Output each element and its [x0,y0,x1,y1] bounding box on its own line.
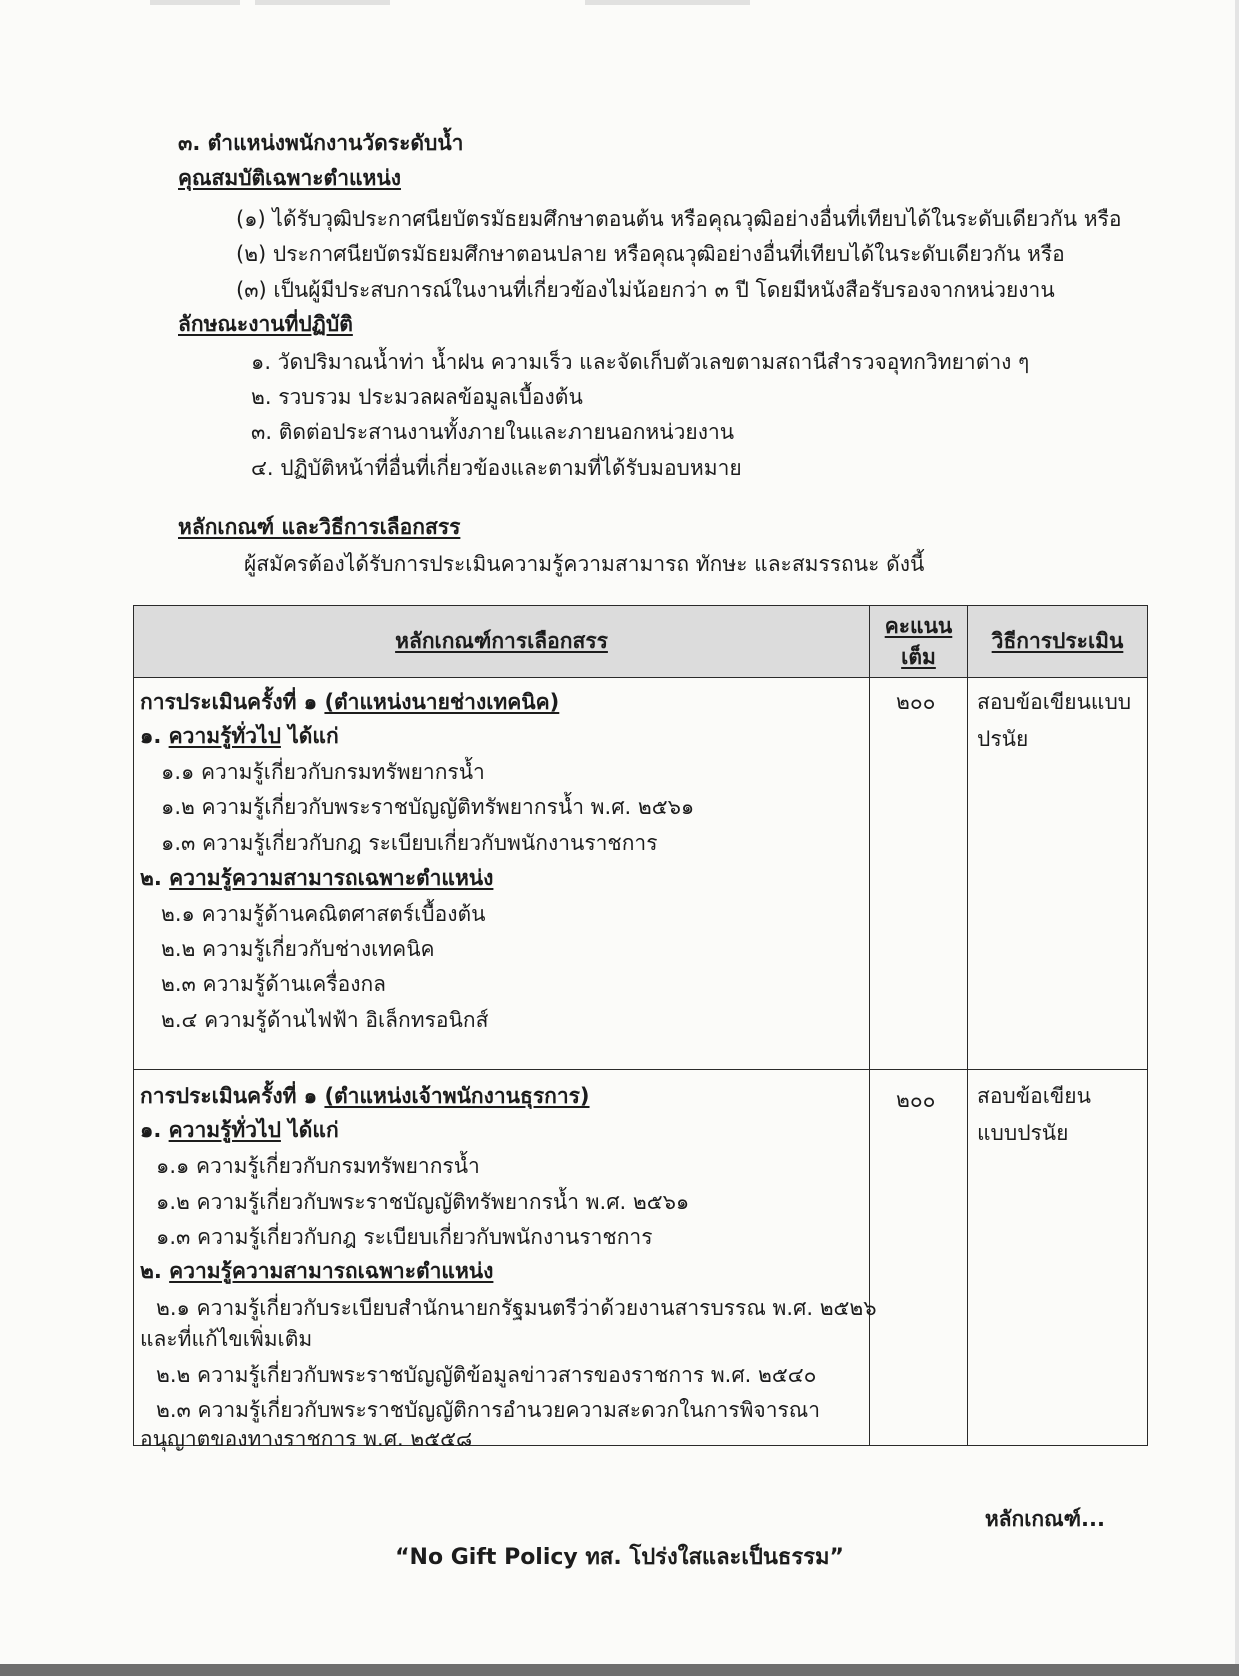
scan-artifact-top [150,0,900,5]
list-item: ๑.๑ ความรู้เกี่ยวกับกรมทรัพยากรน้ำ [161,760,485,784]
group-title: ๒. ความรู้ความสามารถเฉพาะตำแหน่ง [140,866,494,890]
duty-item: ๔. ปฏิบัติหน้าที่อื่นที่เกี่ยวข้องและตามที่ได้รับมอบหมาย [251,456,742,480]
group-title: ๑. ความรู้ทั่วไป ได้แก่ [140,724,339,748]
criteria-cell [134,678,870,1070]
list-item-continuation: อนุญาตของทางราชการ พ.ศ. ๒๕๕๘ [140,1427,473,1451]
scan-artifact-right [1235,0,1239,1664]
criteria-cell [134,1070,877,1451]
criteria-table [133,605,1148,1451]
score-value: ๒๐๐ [896,690,936,714]
method-text: สอบข้อเขียนแบบ ปรนัย [977,690,1132,751]
selection-heading: หลักเกณฑ์ และวิธีการเลือกสรร [178,515,461,539]
duty-item: ๓. ติดต่อประสานงานทั้งภายในและภายนอกหน่วยงาน [251,420,735,444]
selection-intro: ผู้สมัครต้องได้รับการประเมินความรู้ความสามารถ ทักษะ และสมรรถนะ ดังนี้ [244,552,925,576]
list-item: ๑.๓ ความรู้เกี่ยวกับกฎ ระเบียบเกี่ยวกับพนักงานราชการ [161,831,658,855]
group-title: ๒. ความรู้ความสามารถเฉพาะตำแหน่ง [140,1259,494,1283]
table-header-row [134,606,1148,678]
qualification-item: (๑) ได้รับวุฒิประกาศนียบัตรมัธยมศึกษาตอนต้น หรือคุณวุฒิอย่างอื่นที่เทียบได้ในระดับเดียวกัน หรือ [236,207,1122,231]
header-method: วิธีการประเมิน [968,606,1148,678]
method-text: สอบข้อเขียน แบบปรนัย [977,1084,1091,1145]
table-row [134,678,1148,1070]
list-item: ๒.๔ ความรู้ด้านไฟฟ้า อิเล็กทรอนิกส์ [161,1008,489,1032]
qualifications-heading: คุณสมบัติเฉพาะตำแหน่ง [178,166,401,190]
list-item: ๑.๒ ความรู้เกี่ยวกับพระราชบัญญัติทรัพยากรน้ำ พ.ศ. ๒๕๖๑ [161,795,695,819]
score-value: ๒๐๐ [896,1088,936,1112]
score-cell [870,678,968,1070]
duties-heading: ลักษณะงานที่ปฏิบัติ [178,312,353,336]
list-item: ๒.๓ ความรู้ด้านเครื่องกล [161,972,387,996]
score-cell [870,1070,968,1446]
method-cell [968,1070,1148,1446]
section-title: การประเมินครั้งที่ ๑ (ตำแหน่งเจ้าพนักงานธุรการ) [140,1084,590,1108]
continuation-text: หลักเกณฑ์... [984,1507,1105,1531]
list-item: ๒.๑ ความรู้ด้านคณิตศาสตร์เบื้องต้น [161,902,486,926]
scan-artifact-bottom [0,1664,1239,1676]
duty-item: ๒. รวบรวม ประมวลผลข้อมูลเบื้องต้น [251,385,583,409]
table-row [134,1070,1148,1446]
list-item: ๑.๑ ความรู้เกี่ยวกับกรมทรัพยากรน้ำ [156,1154,480,1178]
section-title: การประเมินครั้งที่ ๑ (ตำแหน่งนายช่างเทคนิค) [140,690,560,714]
qualification-item: (๓) เป็นผู้มีประสบการณ์ในงานที่เกี่ยวข้องไม่น้อยกว่า ๓ ปี โดยมีหนังสือรับรองจากหน่วยงาน [236,278,1055,302]
list-item-continuation: และที่แก้ไขเพิ่มเติม [140,1327,313,1351]
list-item: ๒.๒ ความรู้เกี่ยวกับช่างเทคนิค [161,937,435,961]
list-item: ๒.๑ ความรู้เกี่ยวกับระเบียบสำนักนายกรัฐมนตรีว่าด้วยงานสารบรรณ พ.ศ. ๒๕๒๖ [156,1296,877,1320]
group-title: ๑. ความรู้ทั่วไป ได้แก่ [140,1118,339,1142]
list-item: ๑.๒ ความรู้เกี่ยวกับพระราชบัญญัติทรัพยากรน้ำ พ.ศ. ๒๕๖๑ [156,1190,690,1214]
method-cell [968,678,1148,1070]
position-title: ๓. ตำแหน่งพนักงานวัดระดับน้ำ [178,131,464,155]
header-criteria: หลักเกณฑ์การเลือกสรร [134,606,870,678]
list-item: ๑.๓ ความรู้เกี่ยวกับกฎ ระเบียบเกี่ยวกับพนักงานราชการ [156,1225,653,1249]
footer-slogan: “No Gift Policy ทส. โปร่งใสและเป็นธรรม” [395,1545,844,1570]
qualification-item: (๒) ประกาศนียบัตรมัธยมศึกษาตอนปลาย หรือคุณวุฒิอย่างอื่นที่เทียบได้ในระดับเดียวกัน หรือ [236,242,1065,266]
list-item: ๒.๓ ความรู้เกี่ยวกับพระราชบัญญัติการอำนวยความสะดวกในการพิจารณา [156,1398,821,1422]
header-score: คะแนน เต็ม [870,606,968,678]
duty-item: ๑. วัดปริมาณน้ำท่า น้ำฝน ความเร็ว และจัดเก็บตัวเลขตามสถานีสำรวจอุทกวิทยาต่าง ๆ [251,350,1030,374]
list-item: ๒.๒ ความรู้เกี่ยวกับพระราชบัญญัติข้อมูลข่าวสารของราชการ พ.ศ. ๒๕๔๐ [156,1363,817,1387]
